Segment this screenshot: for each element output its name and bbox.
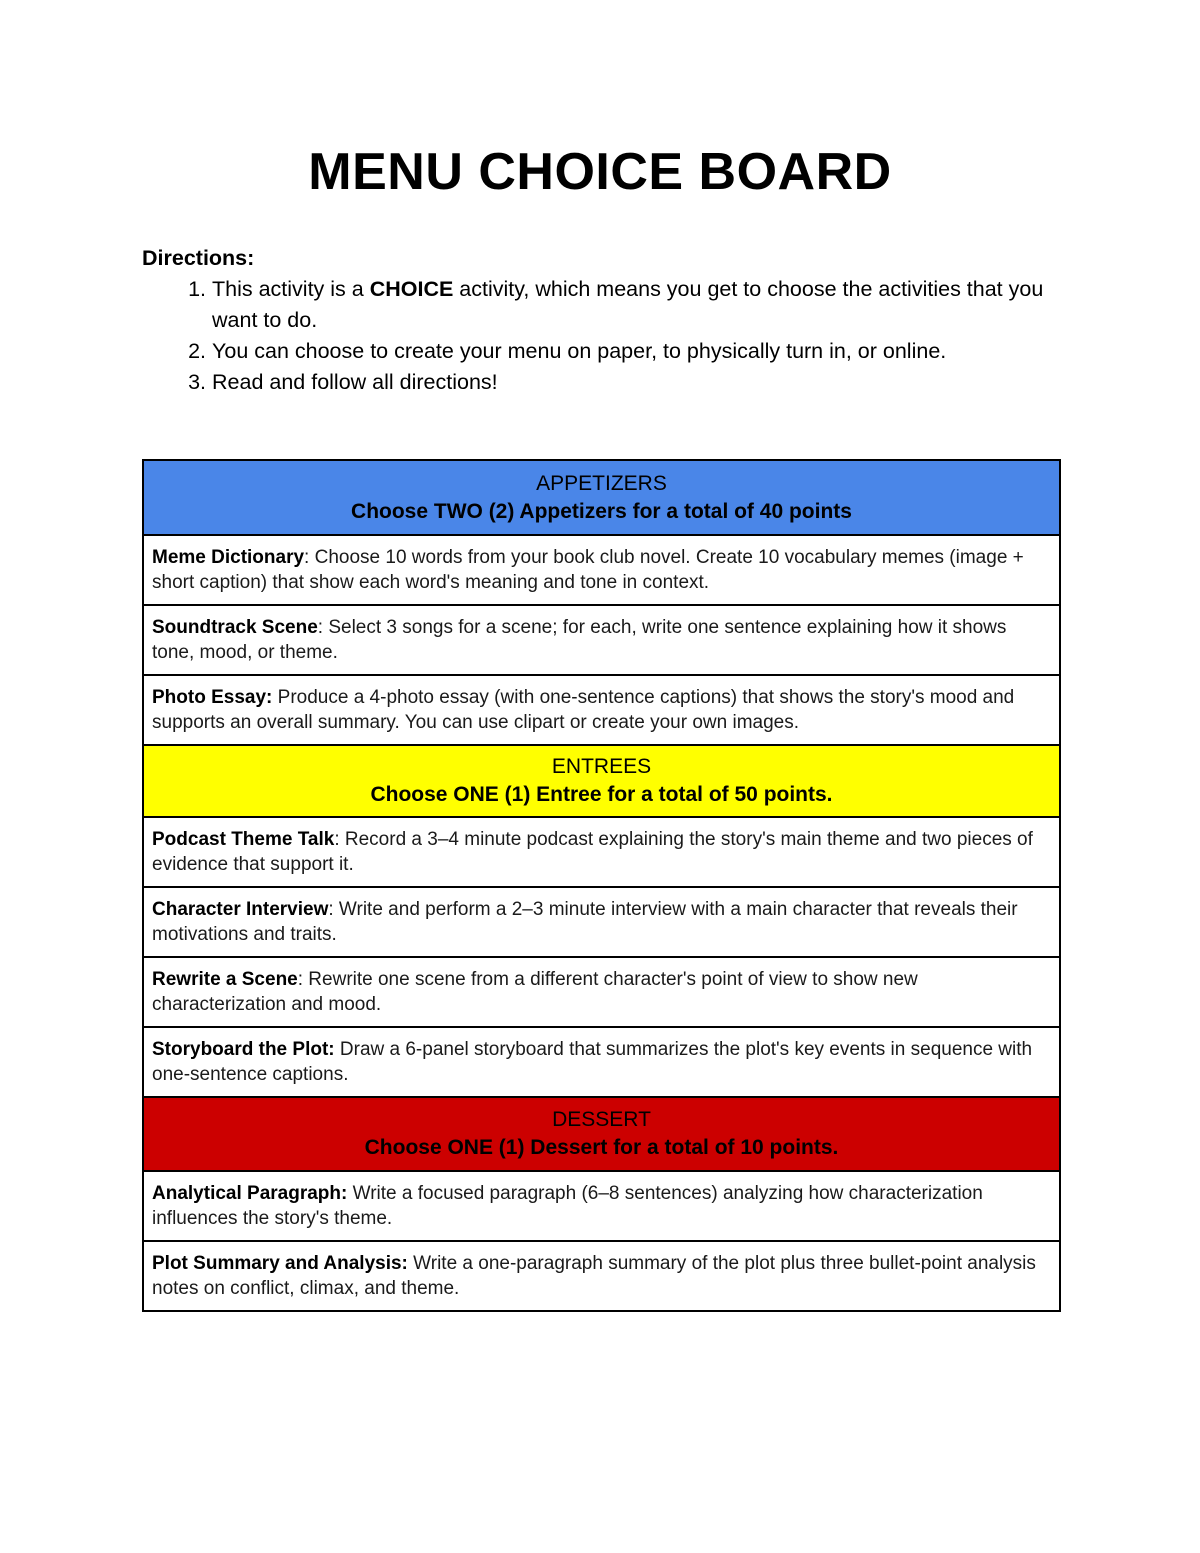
menu-item-meme-dictionary — [143, 535, 1060, 605]
directions-item-text: activity, which means you get to choose the activities that you want to do. — [212, 277, 1044, 332]
directions-item-text: You can choose to create your menu on paper, to physically turn in, or online. — [212, 339, 947, 363]
directions-item-text: This activity is a — [212, 277, 370, 301]
menu-item-cell — [143, 605, 1060, 675]
menu-item-cell — [143, 957, 1060, 1027]
item-name: Soundtrack Scene — [152, 617, 318, 638]
item-name: Storyboard the Plot: — [152, 1039, 335, 1060]
section-header-cell — [143, 1097, 1060, 1171]
item-name: Photo Essay: — [152, 687, 273, 708]
menu-item-rewrite-a-scene — [143, 957, 1060, 1027]
section-header-cell — [143, 460, 1060, 535]
item-description: : Select 3 songs for a scene; for each, write one sentence explaining how it shows tone, mood, or theme. — [152, 617, 1007, 663]
item-name: Character Interview — [152, 899, 329, 920]
item-description: Produce a 4-photo essay (with one-sentence captions) that shows the story's mood and supports an overall summary. You can use clipart or create your own images. — [152, 687, 1015, 733]
menu-item-cell — [143, 887, 1060, 957]
section-header-cell — [143, 745, 1060, 817]
directions-heading: Directions: — [142, 246, 255, 270]
menu-item-photo-essay — [143, 675, 1060, 745]
menu-item-storyboard-the-plot — [143, 1027, 1060, 1097]
section-instruction: Choose ONE (1) Dessert for a total of 10 points. — [364, 1136, 839, 1159]
menu-item-cell — [143, 675, 1060, 745]
item-name: Plot Summary and Analysis: — [152, 1253, 408, 1274]
item-description: Write a one-paragraph summary of the plot plus three bullet-point analysis notes on conflict, climax, and theme. — [152, 1253, 1036, 1299]
menu-item-cell — [143, 817, 1060, 887]
directions-item-emphasis: CHOICE — [369, 277, 454, 301]
menu-item-cell — [143, 1171, 1060, 1241]
item-description: Draw a 6-panel storyboard that summarizes the plot's key events in sequence with one-sentence captions. — [152, 1039, 1033, 1085]
menu-item-character-interview — [143, 887, 1060, 957]
directions-item-text: Read and follow all directions! — [212, 370, 498, 394]
item-description: : Record a 3–4 minute podcast explaining the story's main theme and two pieces of evidence that support it. — [152, 829, 1033, 875]
section-instruction: Choose ONE (1) Entree for a total of 50 points. — [370, 783, 833, 806]
item-description: : Rewrite one scene from a different character's point of view to show new characterization and mood. — [152, 969, 918, 1015]
section-header-entrees — [143, 745, 1060, 817]
section-instruction: Choose TWO (2) Appetizers for a total of 40 points — [351, 499, 852, 523]
menu-item-plot-summary-and-analysis — [143, 1241, 1060, 1311]
directions — [142, 243, 1062, 398]
menu-item-analytical-paragraph — [143, 1171, 1060, 1241]
item-name: Podcast Theme Talk — [152, 829, 335, 850]
item-description: Write a focused paragraph (6–8 sentences) analyzing how characterization influences the story's theme. — [152, 1183, 983, 1229]
item-name: Meme Dictionary — [152, 547, 305, 568]
item-description: : Choose 10 words from your book club novel. Create 10 vocabulary memes (image + short caption) that show each word's meaning and tone in context. — [152, 547, 1024, 593]
section-name: DESSERT — [552, 1108, 651, 1131]
menu-table — [142, 459, 1061, 1312]
menu-item-soundtrack-scene — [143, 605, 1060, 675]
menu-item-podcast-theme-talk — [143, 817, 1060, 887]
item-name: Rewrite a Scene — [152, 969, 298, 990]
menu-item-cell — [143, 1027, 1060, 1097]
section-header-appetizers — [143, 460, 1060, 535]
section-name: ENTREES — [551, 755, 652, 778]
directions-item — [212, 367, 1062, 398]
menu-item-cell — [143, 535, 1060, 605]
section-name: APPETIZERS — [536, 471, 667, 495]
directions-list — [142, 274, 1062, 398]
directions-item — [212, 274, 1062, 336]
item-name: Analytical Paragraph: — [152, 1183, 348, 1204]
menu-item-cell — [143, 1241, 1060, 1311]
section-header-dessert — [143, 1097, 1060, 1171]
item-description: : Write and perform a 2–3 minute interview with a main character that reveals their motivations and traits. — [152, 899, 1018, 945]
page-title: MENU CHOICE BOARD — [308, 143, 892, 201]
directions-item — [212, 336, 1062, 367]
